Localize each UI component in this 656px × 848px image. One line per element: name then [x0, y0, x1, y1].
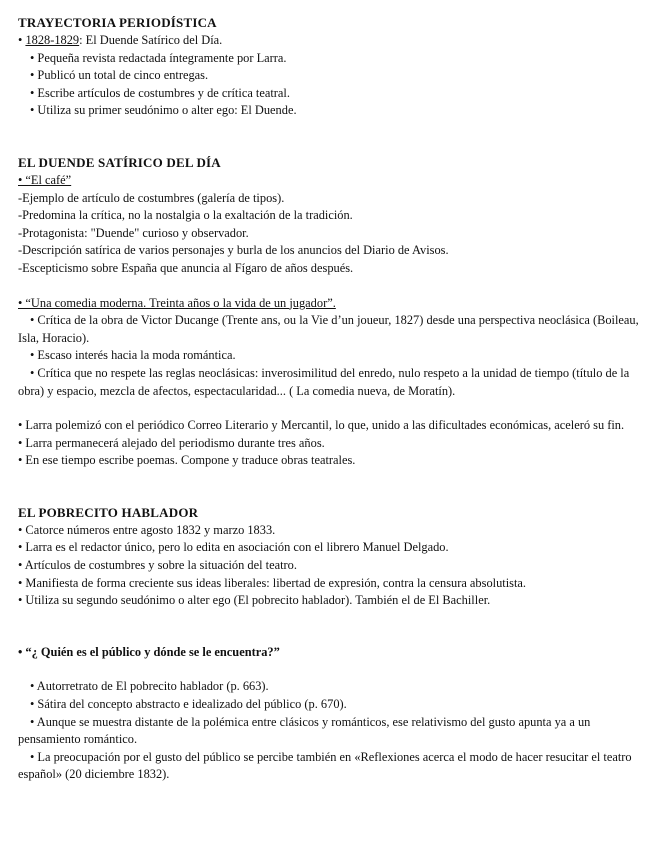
section-title-pobrecito: EL POBRECITO HABLADOR: [18, 504, 199, 520]
list-item: • Larra es el redactor único, pero lo edita en asociación con el librero Manuel Delgado.: [18, 540, 449, 555]
list-item: • Escaso interés hacia la moda romántica.: [30, 348, 236, 363]
date-range: 1828-1829: [25, 33, 80, 47]
list-item: -Protagonista: "Duende" curioso y observador.: [18, 225, 249, 240]
list-item: -Descripción satírica de varios personajes y burla de los anuncios del Diario de Avisos.: [18, 243, 449, 258]
list-item: • En ese tiempo escribe poemas. Compone y traduce obras teatrales.: [18, 453, 356, 468]
list-item: • Crítica de la obra de Victor Ducange (Trente ans, ou la Vie d’un joueur, 1827) desde una perspectiva neoclásica (Boileau, Isla, Horacio).: [18, 313, 639, 345]
list-item: • Sátira del concepto abstracto e idealizado del público (p. 670).: [30, 697, 347, 712]
subheading-publico: • “¿ Quién es el público y dónde se le encuentra?”: [18, 644, 280, 659]
list-item: -Ejemplo de artículo de costumbres (galería de tipos).: [18, 190, 285, 205]
list-item: • La preocupación por el gusto del público se percibe también en «Reflexiones acerca el modo de hacer resucitar el teatro español» (20 diciembre 1832).: [18, 749, 632, 782]
list-item: • Autorretrato de El pobrecito hablador (p. 663).: [30, 679, 269, 694]
list-item: • Crítica que no respete las reglas neoclásicas: inverosimilitud del enredo, nulo respeto a la unidad de tiempo (título de la obra) y espacio, mezcla de afectos, espectacularidad... ( La comedia nueva, de Moratín).: [18, 365, 630, 398]
list-item: • Manifiesta de forma creciente sus ideas liberales: libertad de expresión, contra la censura absolutista.: [18, 575, 527, 590]
list-item: • Aunque se muestra distante de la polémica entre clásicos y románticos, ese relativismo del gusto apunta ya a un pensamiento romántico.: [18, 714, 591, 747]
list-item: • Larra polemizó con el periódico Correo Literario y Mercantil, lo que, unido a las dificultades económicas, aceleró su fin.: [18, 418, 625, 433]
list-item: • Catorce números entre agosto 1832 y marzo 1833.: [18, 522, 276, 537]
list-item: • Artículos de costumbres y sobre la situación del teatro.: [18, 558, 297, 573]
list-item: • Utiliza su primer seudónimo o alter ego: El Duende.: [30, 103, 297, 118]
subheading-el-cafe: • “El café”: [18, 172, 72, 187]
list-item: -Escepticismo sobre España que anuncia al Fígaro de años después.: [18, 260, 354, 275]
list-item: • Pequeña revista redactada íntegramente por Larra.: [30, 50, 287, 65]
bullet-duende-rest: : El Duende Satírico del Día.: [79, 33, 223, 47]
section-title-trayectoria: TRAYECTORIA PERIODÍSTICA: [18, 15, 217, 30]
list-item: • Escribe artículos de costumbres y de crítica teatral.: [30, 85, 290, 100]
list-item: -Predomina la crítica, no la nostalgia o la exaltación de la tradición.: [18, 208, 353, 223]
list-item: • Larra permanecerá alejado del periodismo durante tres años.: [18, 435, 325, 450]
subheading-comedia-moderna: • “Una comedia moderna. Treinta años o la vida de un jugador”.: [18, 295, 336, 310]
list-item: • Publicó un total de cinco entregas.: [30, 68, 209, 83]
bullet-duende-dates: • 1828-1829: El Duende Satírico del Día.: [18, 33, 223, 47]
list-item: • Utiliza su segundo seudónimo o alter ego (El pobrecito hablador). También el de El Bachiller.: [18, 593, 491, 608]
document-body: [18, 14, 640, 784]
section-title-duende: EL DUENDE SATÍRICO DEL DÍA: [18, 154, 221, 170]
